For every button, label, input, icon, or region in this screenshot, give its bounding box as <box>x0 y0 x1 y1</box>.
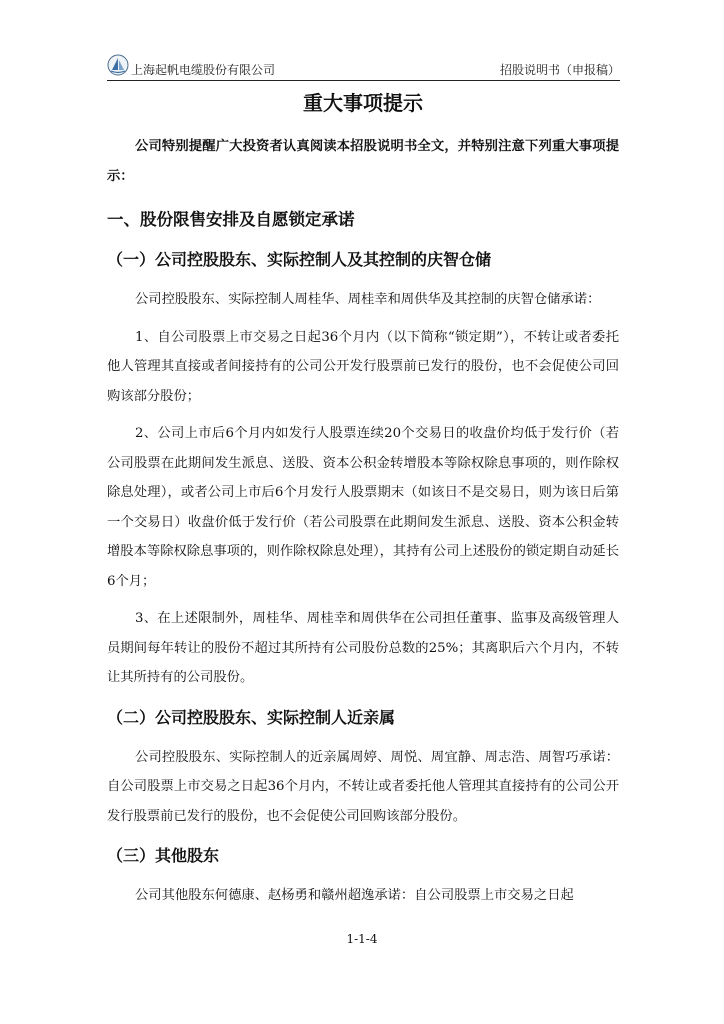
subsection-heading-3: （三）其他股东 <box>107 846 220 865</box>
subsection-heading-2: （二）公司控股股东、实际控制人近亲属 <box>107 707 396 727</box>
paragraph-clause-3: 3、在上述限制外，周桂华、周桂幸和周供华在公司担任董事、监事及高级管理人员期间每年转让的股份不超过其所持有公司股份总数的25%；其离职后六个月内，不转让其所持有的公司股份。 <box>107 611 619 685</box>
page-number: 1-1-4 <box>346 932 378 946</box>
paragraph-commitment-intro: 公司控股股东、实际控制人周桂华、周桂幸和周供华及其控制的庆智仓储承诺： <box>135 292 601 307</box>
page-title: 重大事项提示 <box>303 91 423 115</box>
document-type: 招股说明书（申报稿） <box>499 63 620 77</box>
page-header <box>107 50 620 81</box>
intro-paragraph: 公司特别提醒广大投资者认真阅读本招股说明书全文，并特别注意下列重大事项提示： <box>107 139 619 184</box>
subsection-heading-1: （一）公司控股股东、实际控制人及其控制的庆智仓储 <box>107 250 492 269</box>
paragraph-clause-2: 2、公司上市后6个月内如发行人股票连续20个交易日的收盘价均低于发行价（若公司股票在此期间发生派息、送股、资本公积金转增股本等除权除息事项的，则作除权除息处理），或者公司上市后6个月发行人股票期末（如该日不是交易日，则为该日后第一个交易日）收盘价低于发行价（若公司股票在此期间发生派息、送股、资本公积金转增股本等除权除息事项的，则作除权除息处理），其持有公司上述股份的锁定期自动延长6个月； <box>107 426 619 589</box>
sailboat-logo-icon <box>107 54 129 76</box>
paragraph-clause-1: 1、自公司股票上市交易之日起36个月内（以下简称“锁定期”），不转让或者委托他人管理其直接或者间接持有的公司公开发行股票前已发行的股份，也不会促使公司回购该部分股份； <box>107 329 619 404</box>
section-heading-1: 一、股份限售安排及自愿锁定承诺 <box>107 210 355 229</box>
paragraph-other-shareholders: 公司其他股东何德康、赵杨勇和赣州超逸承诺：自公司股票上市交易之日起 <box>135 888 574 903</box>
page-content <box>107 88 619 911</box>
company-name: 上海起帆电缆股份有限公司 <box>131 63 276 77</box>
paragraph-relatives: 公司控股股东、实际控制人的近亲属周婷、周悦、周宜静、周志浩、周智巧承诺：自公司股票上市交易之日起36个月内，不转让或者委托他人管理其直接持有的公司公开发行股票前已发行的股份，也不会促使公司回购该部分股份。 <box>107 749 619 824</box>
